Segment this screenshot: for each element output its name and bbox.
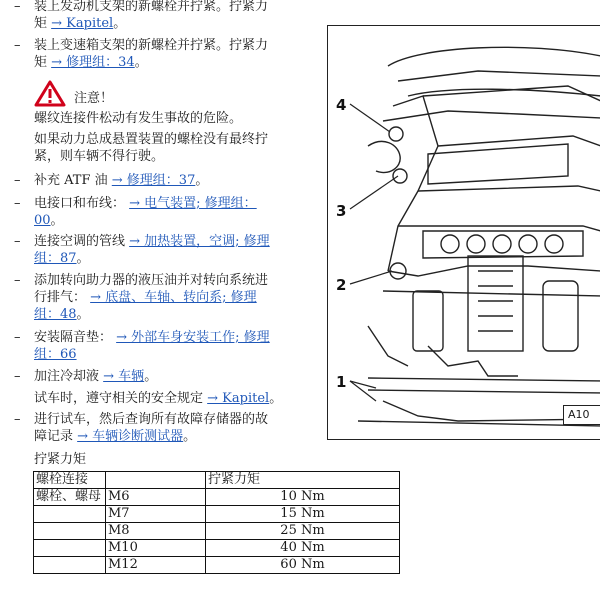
step-atf: – 补充 ATF 油 → 修理组：37。	[14, 173, 209, 188]
table-header-row	[34, 472, 400, 489]
step-power-steering: – 添加转向助力器的液压油并对转向系统进 行排气： → 底盘、车轴、转向系; 修理 组：48。	[14, 273, 269, 322]
step-fault-memory: – 进行试车，然后查询所有故障存储器的故 障记录 → 车辆诊断测试器。	[14, 412, 269, 444]
step-engine-mount: – 装上发动机支架的新螺栓并拧紧。拧紧力 矩 → Kapitel。	[14, 0, 269, 31]
callout-4: 4	[336, 96, 347, 114]
torque-heading: 拧紧力矩	[34, 452, 87, 467]
link-hvac[interactable]: → 加热装置，空调; 修理	[129, 234, 270, 249]
size-cell: M10	[106, 540, 206, 557]
caution-title: 注意！	[74, 91, 114, 106]
link-chassis[interactable]: → 底盘、车轴、转向系; 修理	[90, 290, 257, 305]
step-ac-lines: – 连接空调的管线 → 加热装置，空调; 修理 组：87。	[14, 234, 270, 266]
step-electrical: – 电接口和布线： → 电气装置; 修理组： 00。	[14, 196, 257, 228]
torque-cell: 60 Nm	[206, 557, 400, 574]
table-row	[34, 506, 400, 523]
header-size	[106, 472, 206, 489]
table-row	[34, 540, 400, 557]
step-gearbox-mount: – 装上变速箱支架的新螺栓并拧紧。拧紧力 矩 → 修理组：34。	[14, 38, 269, 70]
callout-2: 2	[336, 276, 347, 294]
torque-cell: 10 Nm	[206, 489, 400, 506]
link-repair-group-34[interactable]: → 修理组：34	[51, 55, 135, 70]
link-body-exterior[interactable]: → 外部车身安装工作; 修理	[116, 330, 270, 345]
link-repair-group-37[interactable]: → 修理组：37	[111, 173, 196, 188]
header-connection: 螺栓连接	[34, 472, 106, 489]
link-chassis-48[interactable]: 组：48	[34, 307, 77, 322]
link-hvac-87[interactable]: 组：87	[34, 251, 77, 266]
step-coolant: – 加注冷却液 → 车辆。	[14, 369, 158, 384]
header-torque: 拧紧力矩	[206, 472, 400, 489]
table-row	[34, 489, 400, 506]
caution-text: 螺纹连接件松动有发生事故的危险。	[34, 111, 243, 126]
torque-table	[33, 471, 400, 574]
callout-3: 3	[336, 202, 347, 220]
table-row	[34, 523, 400, 540]
callout-1: 1	[336, 373, 347, 391]
table-row	[34, 557, 400, 574]
link-electrical-00[interactable]: 00	[34, 213, 51, 228]
group-label: 螺栓、螺母	[34, 489, 106, 506]
warning-triangle-icon	[34, 80, 66, 107]
size-cell: M6	[106, 489, 206, 506]
torque-cell: 25 Nm	[206, 523, 400, 540]
size-cell: M12	[106, 557, 206, 574]
torque-cell: 40 Nm	[206, 540, 400, 557]
caution-detail-line1: 如果动力总成悬置装置的螺栓没有最终拧	[34, 132, 269, 147]
test-drive-note: 试车时，遵守相关的安全规定 → Kapitel。	[34, 391, 283, 406]
subframe-drawing	[328, 26, 600, 440]
link-diagnostic-tester[interactable]: → 车辆诊断测试器	[77, 429, 184, 444]
size-cell: M8	[106, 523, 206, 540]
link-body-66[interactable]: 组：66	[34, 347, 77, 362]
link-kapitel[interactable]: → Kapitel	[51, 16, 114, 31]
link-vehicle[interactable]: → 车辆	[103, 369, 145, 384]
size-cell: M7	[106, 506, 206, 523]
torque-cell: 15 Nm	[206, 506, 400, 523]
step-insulation: – 安装隔音垫： → 外部车身安装工作; 修理 组：66	[14, 330, 270, 362]
figure-id: A10	[563, 405, 600, 425]
link-kapitel-2[interactable]: → Kapitel	[207, 391, 270, 406]
link-electrical[interactable]: → 电气装置; 修理组：	[129, 196, 257, 211]
caution-detail-line2: 紧，则车辆不得行驶。	[34, 149, 165, 164]
subframe-illustration	[327, 25, 600, 440]
